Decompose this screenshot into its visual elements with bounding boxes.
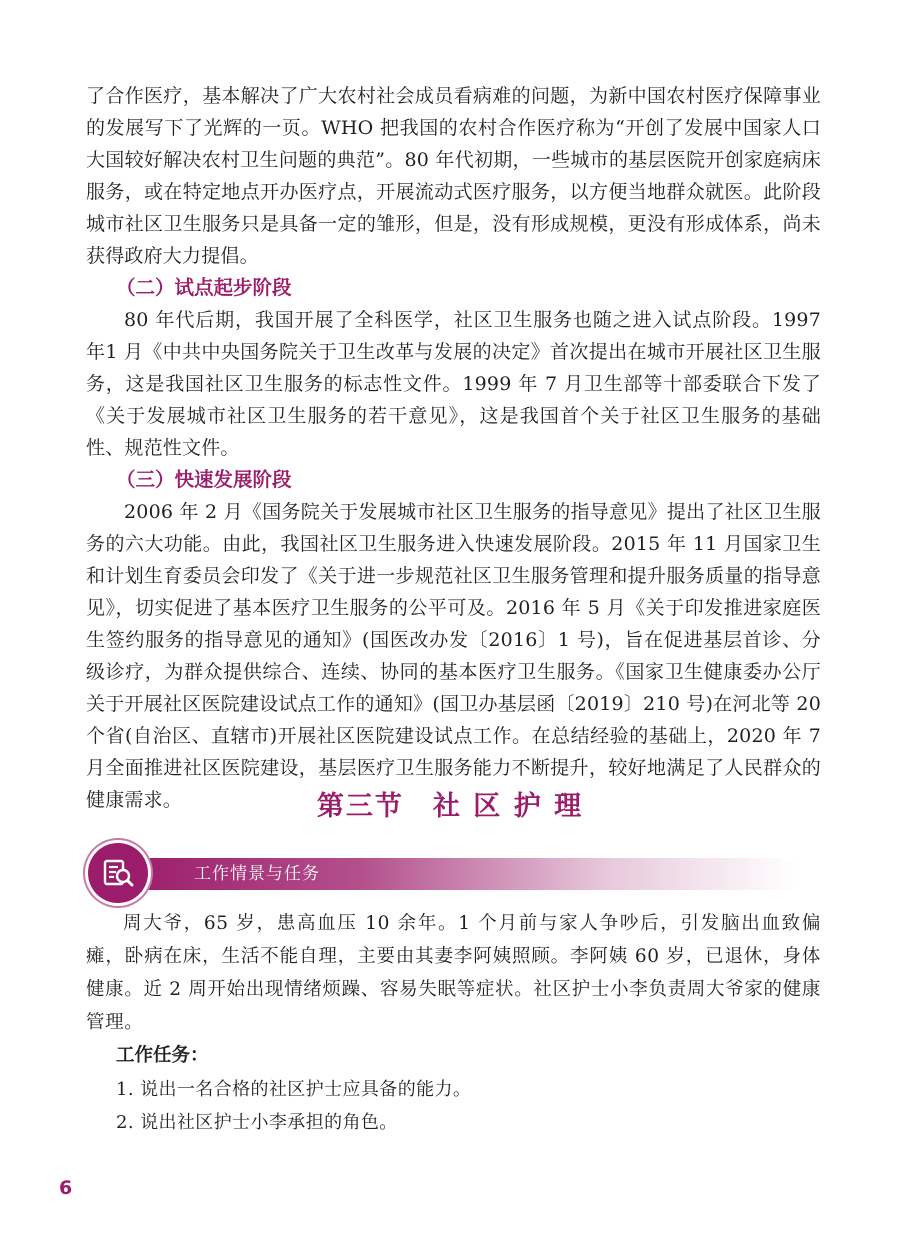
banner-badge [88,843,148,903]
stage2-heading: （二）试点起步阶段 [116,276,292,299]
page-number: 6 [59,1177,73,1199]
task-area [86,907,821,1139]
scenario-banner [88,843,808,905]
task-item: 2. 说出社区护士小李承担的角色。 [116,1112,398,1133]
section-title: 第三节 社 区 护 理 [316,791,584,823]
stage3-paragraph: 2006 年 2 月《国务院关于发展城市社区卫生服务的指导意见》提出了社区卫生服务的六大功能。由此，我国社区卫生服务进入快速发展阶段。2015 年 11 月国家卫生和计划生育委员会印发了《关于进一步规范社区卫生服务管理和提升服务质量的指导意见》，切实促进了基本医疗卫生服务的公平可及。2016 年 5 月《关于印发推进家庭医生签约服务的指导意见的通知》(国医改办发〔2016〕1 号)，旨在促进基层首诊、分级诊疗，为群众提供综合、连续、协同的基本医疗卫生服务。《国家卫生健康委办公厅关于开展社区医院建设试点工作的通知》(国卫办基层函〔2019〕210 号)在河北等 20 个省(自治区、直辖市)开展社区医院建设试点工作。在总结经验的基础上，2020 年 7 月全面推进社区医院建设，基层医疗卫生服务能力不断提升，较好地满足了人民群众的健康需求。 [86,501,821,811]
scenario-paragraph: 周大爷，65 岁，患高血压 10 余年。1 个月前与家人争吵后，引发脑出血致偏瘫，卧病在床，生活不能自理，主要由其妻李阿姨照顾。李阿姨 60 岁，已退休，身体健康。近 2 周开始出现情绪烦躁、容易失眠等症状。社区护士小李负责周大爷家的健康管理。 [86,913,821,1033]
task-item: 1. 说出一名合格的社区护士应具备的能力。 [116,1079,472,1100]
tasks-heading: 工作任务： [116,1045,209,1066]
stage3-heading: （三）快速发展阶段 [116,468,292,491]
intro-paragraph: 了合作医疗，基本解决了广大农村社会成员看病难的问题，为新中国农村医疗保障事业的发展写下了光辉的一页。WHO 把我国的农村合作医疗称为“开创了发展中国家人口大国较好解决农村卫生问题的典范”。80 年代初期，一些城市的基层医院开创家庭病床服务，或在特定地点开办医疗点，开展流动式医疗服务，以方便当地群众就医。此阶段城市社区卫生服务只是具备一定的雏形，但是，没有形成规模，更没有形成体系，尚未获得政府大力提倡。 [86,85,821,267]
document-search-icon [100,855,136,891]
main-text [86,80,821,816]
banner-bar [126,858,796,890]
stage2-paragraph: 80 年代后期，我国开展了全科医学，社区卫生服务也随之进入试点阶段。1997 年1 月《中共中央国务院关于卫生改革与发展的决定》首次提出在城市开展社区卫生服务，这是我国社区卫生服务的标志性文件。1999 年 7 月卫生部等十部委联合下发了《关于发展城市社区卫生服务的若干意见》，这是我国首个关于社区卫生服务的基础性、规范性文件。 [86,309,821,459]
banner-label: 工作情景与任务 [194,864,320,884]
